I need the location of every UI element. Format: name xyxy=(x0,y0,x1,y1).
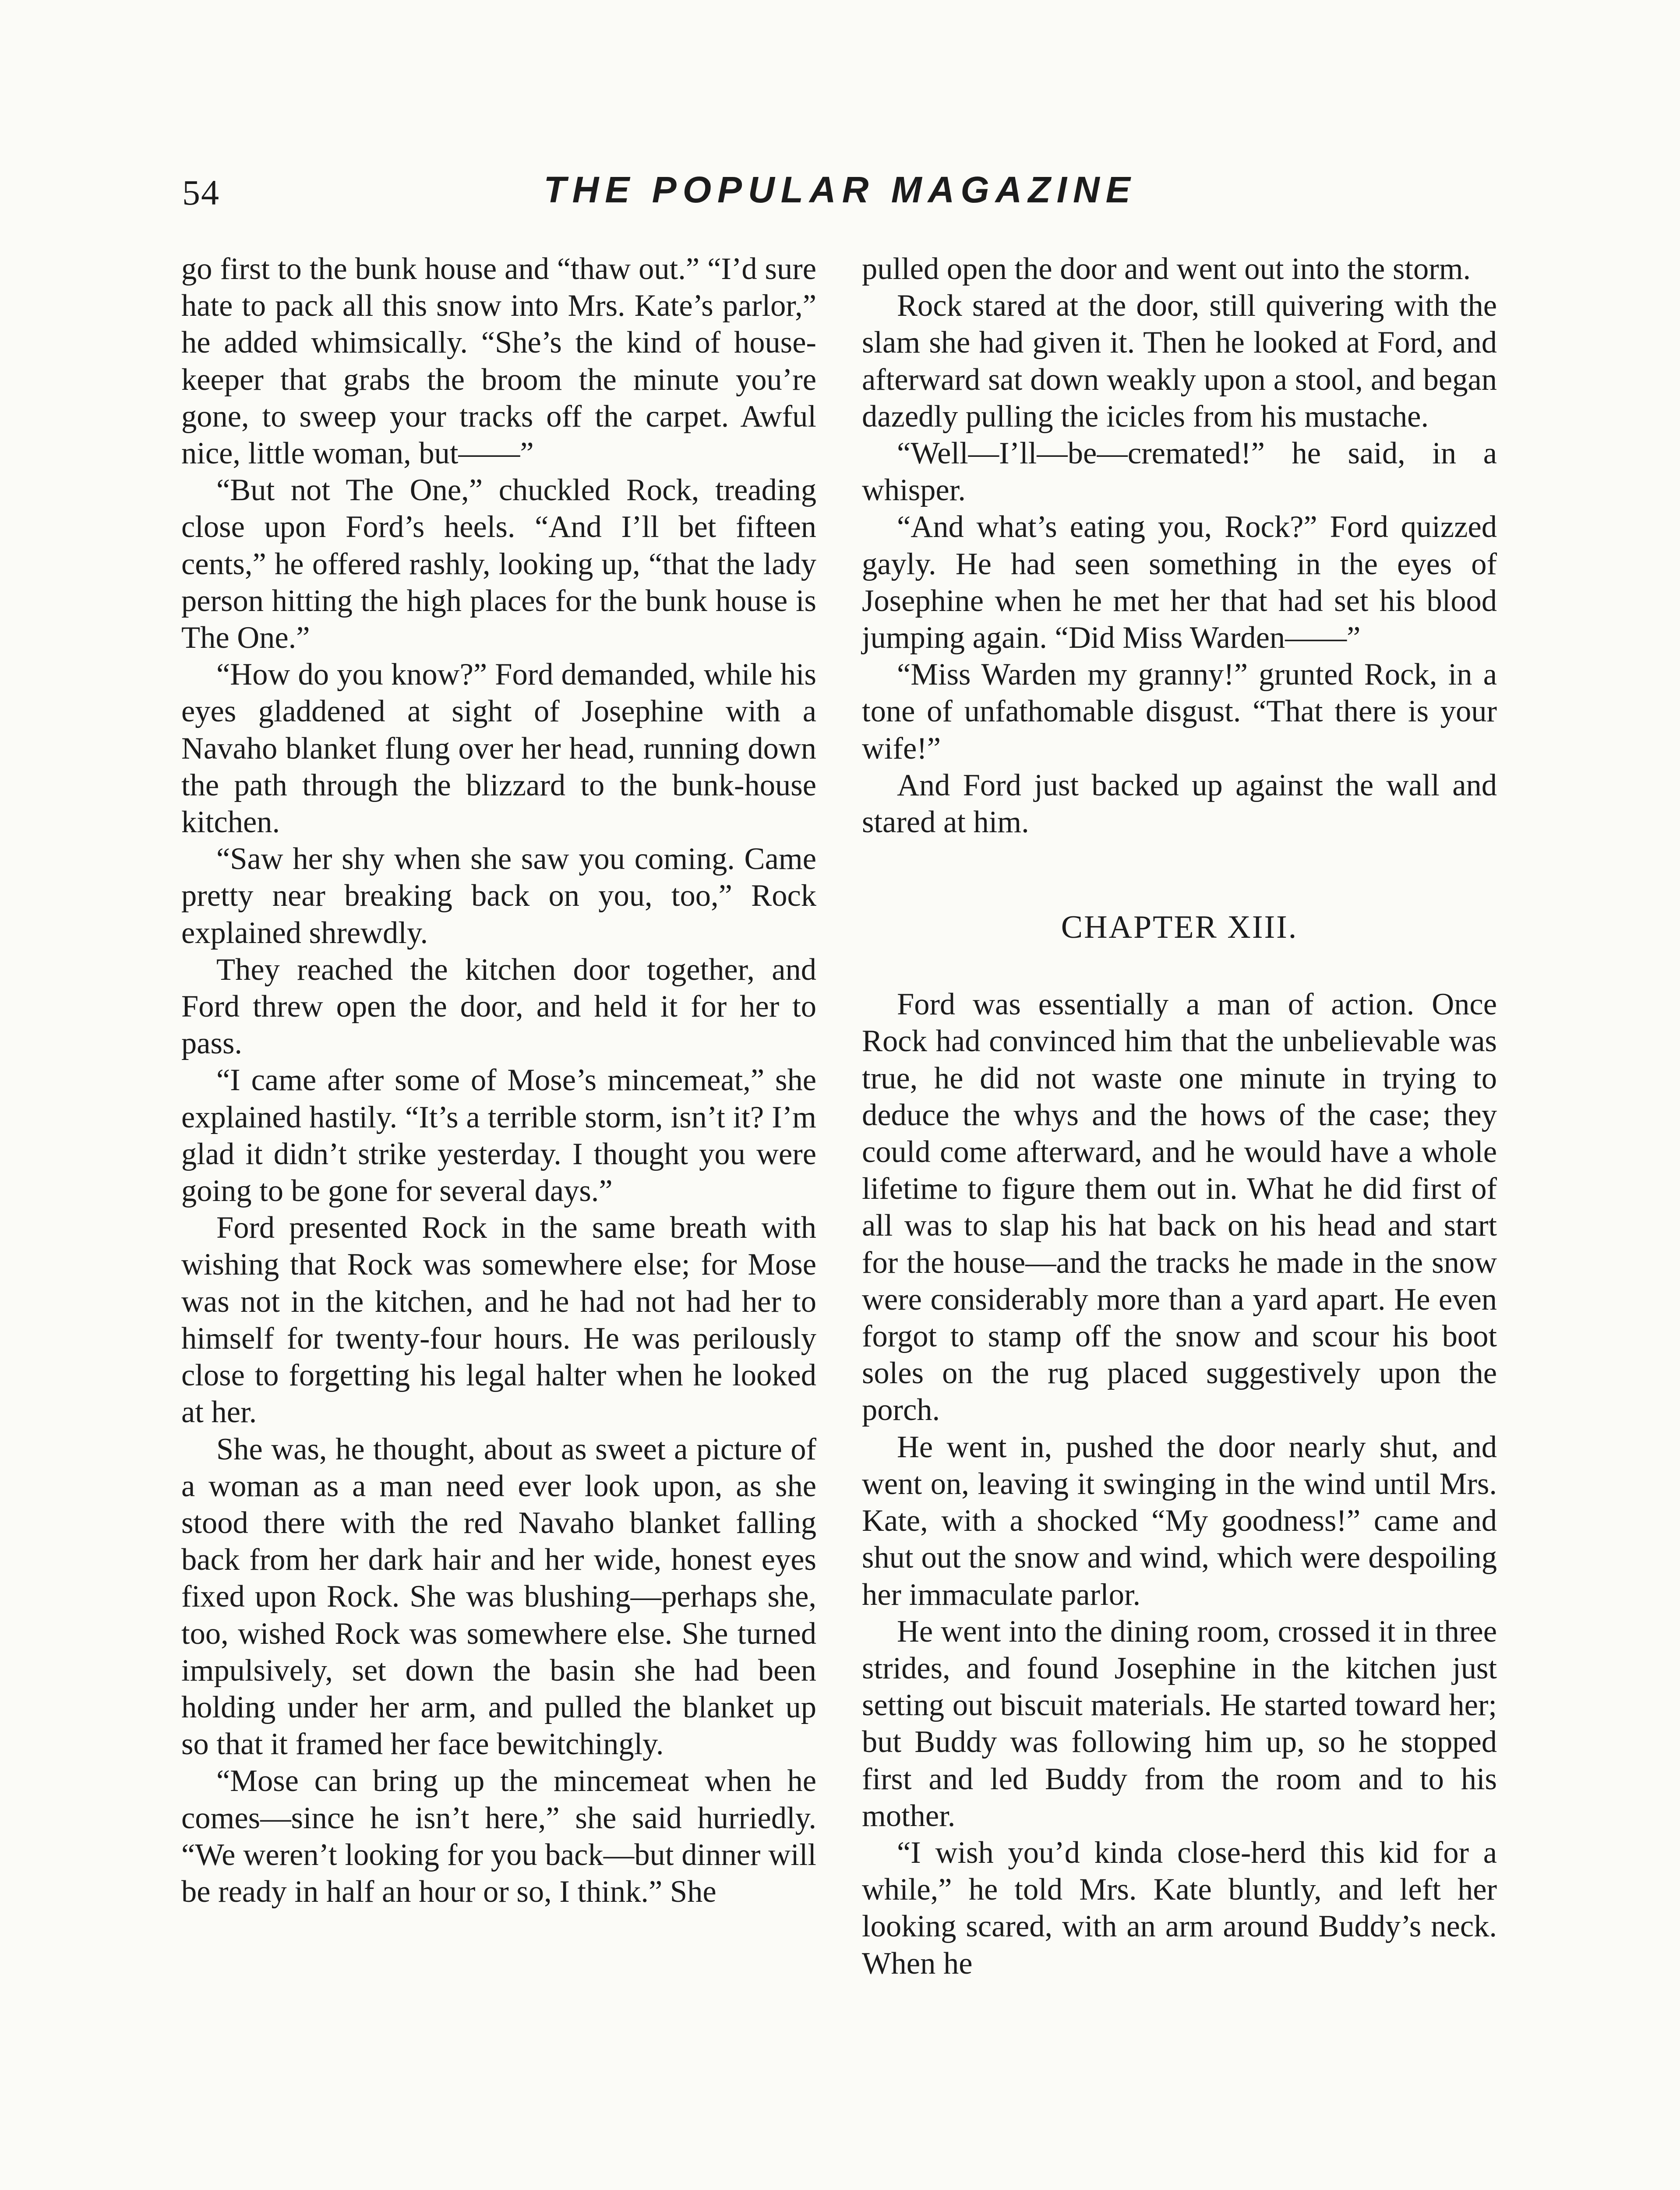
paragraph: pulled open the door and went out into the storm. xyxy=(862,252,1471,286)
paragraph: “Mose can bring up the mincemeat when he comes—since he isn’t here,” she said hurriedly. “We weren’t looking for you back—but dinner will be ready in half an hour or so, I think.” She xyxy=(181,1764,816,1909)
paragraph: “I came after some of Mose’s mincemeat,” she explained hastily. “It’s a terrible storm, isn’t it? I’m glad it didn’t strike yesterday. I thought you were going to be gone for several days.” xyxy=(181,1063,816,1208)
paragraph: Ford presented Rock in the same breath with wishing that Rock was somewhere else; for Mose was not in the kitchen, and he had not had her to himself for twenty-four hours. He was perilously close to forgetting his legal halter when he looked at her. xyxy=(181,1211,816,1430)
paragraph: Rock stared at the door, still quivering with the slam she had given it. Then he looked at Ford, and afterward sat down weakly upon a stool, and began dazedly pulling the icicles from his mustache. xyxy=(862,289,1497,434)
paragraph: She was, he thought, about as sweet a picture of a woman as a man need ever look upon, as she stood there with the red Navaho blanket falling back from her dark hair and her wide, honest eyes fixed upon Rock. She was blushing—perhaps she, too, wished Rock was somewhere else. She turned impulsively, set down the basin she had been holding under her arm, and pulled the blanket up so that it framed her face bewitchingly. xyxy=(181,1432,816,1762)
paragraph: “I wish you’d kinda close-herd this kid for a while,” he told Mrs. Kate bluntly, and left her looking scared, with an arm around Buddy’s neck. When he xyxy=(862,1835,1497,1981)
page-number: 54 xyxy=(182,173,220,212)
paragraph: “But not The One,” chuckled Rock, treading close upon Ford’s heels. “And I’ll bet fifteen cents,” he offered rashly, looking up, “that the lady person hitting the high places for the bunk house is The One.” xyxy=(181,473,816,655)
left-column xyxy=(181,251,816,1910)
paragraph: They reached the kitchen door together, and Ford threw open the door, and held it for her to pass. xyxy=(181,952,816,1061)
paragraph: go first to the bunk house and “thaw out.” “I’d sure hate to pack all this snow into Mrs. Kate’s parlor,” he added whimsically. “She’s the kind of housekeeper that grabs the broom the minute you’re gone, to sweep your tracks off the carpet. Awful nice, little woman, but——” xyxy=(181,252,816,471)
paragraph: And Ford just backed up against the wall and stared at him. xyxy=(862,768,1497,840)
right-column xyxy=(862,251,1497,1982)
paragraph: “Saw her shy when she saw you coming. Came pretty near breaking back on you, too,” Rock explained shrewdly. xyxy=(181,842,816,950)
paragraph: He went into the dining room, crossed it in three strides, and found Josephine in the kitchen just setting out biscuit materials. He started toward her; but Buddy was following him up, so he stopped first and led Buddy from the room and to his mother. xyxy=(862,1614,1497,1833)
chapter-heading: CHAPTER XIII. xyxy=(1061,909,1298,946)
paragraph: Ford was essentially a man of action. Once Rock had convinced him that the unbelievable was true, he did not waste one minute in trying to deduce the whys and the hows of the case; they could come afterward, and he would have a whole lifetime to figure them out in. What he did first of all was to slap his hat back on his head and start for the house—and the tracks he made in the snow were considerably more than a yard apart. He even forgot to stamp off the snow and scour his boot soles on the rug placed suggestively upon the porch. xyxy=(862,987,1497,1427)
paragraph: “Miss Warden my granny!” grunted Rock, in a tone of unfathomable disgust. “That there is your wife!” xyxy=(862,657,1497,766)
paragraph: He went in, pushed the door nearly shut, and went on, leaving it swinging in the wind until Mrs. Kate, with a shocked “My goodness!” came and shut out the snow and wind, which were despoiling her immaculate parlor. xyxy=(862,1430,1497,1612)
paragraph: “How do you know?” Ford demanded, while his eyes gladdened at sight of Josephine with a Navaho blanket flung over her head, running down the path through the blizzard to the bunk-house kitchen. xyxy=(181,657,816,840)
paragraph: “And what’s eating you, Rock?” Ford quizzed gayly. He had seen something in the eyes of Josephine when he met her that had set his blood jumping again. “Did Miss Warden——” xyxy=(862,510,1497,655)
paragraph: “Well—I’ll—be—cremated!” he said, in a whisper. xyxy=(862,436,1497,508)
magazine-title: THE POPULAR MAGAZINE xyxy=(544,169,1136,210)
